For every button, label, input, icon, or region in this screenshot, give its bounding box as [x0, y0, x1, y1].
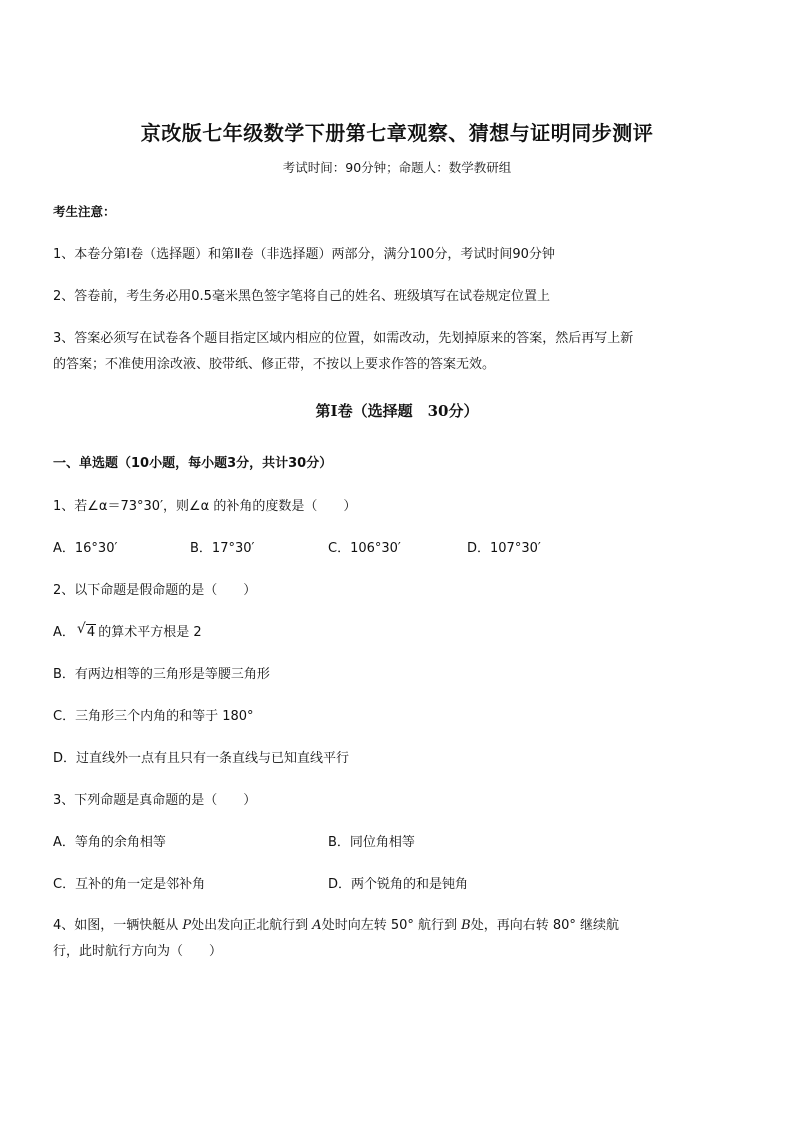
question-4-stem-line-1: [53, 914, 619, 933]
radical-sign-icon: √: [76, 621, 86, 637]
q4-text-b: 处出发向正北航行到: [191, 918, 313, 933]
question-4-stem-line-2: 行，此时航行方向为（ ）: [53, 944, 223, 959]
question-2-option-c: C．三角形三个内角的和等于 180°: [53, 709, 254, 724]
point-p: P: [182, 918, 192, 933]
notice-item-1: 1、本卷分第Ⅰ卷（选择题）和第Ⅱ卷（非选择题）两部分，满分100分，考试时间90分钟: [53, 247, 555, 262]
section-title: 第Ⅰ卷（选择题 30分）: [315, 402, 479, 420]
q4-text-a: 4、如图，一辆快艇从: [53, 918, 183, 933]
point-a: A: [312, 918, 322, 933]
q4-text-c: 处时向左转 50° 航行到: [321, 918, 462, 933]
option-a-prefix: A．: [53, 625, 75, 640]
question-3-stem: 3、下列命题是真命题的是（ ）: [53, 793, 257, 808]
option-a-suffix: 的算术平方根是 2: [98, 625, 202, 640]
notice-item-2: 2、答卷前，考生务必用0.5毫米黑色签字笔将自己的姓名、班级填写在试卷规定位置上: [53, 289, 550, 304]
question-1-option-b: B．17°30′: [190, 541, 255, 556]
question-2-option-b: B．有两边相等的三角形是等腰三角形: [53, 667, 270, 682]
question-1-option-c: C．106°30′: [328, 541, 401, 556]
q4-text-d: 处，再向右转 80° 继续航: [470, 918, 620, 933]
square-root: [76, 621, 96, 640]
notice-item-3-line-1: 3、答案必须写在试卷各个题目指定区域内相应的位置，如需改动，先划掉原来的答案，然后再写上新: [53, 331, 634, 346]
question-3-option-a: A．等角的余角相等: [53, 835, 166, 850]
notice-item-3-line-2: 的答案；不准使用涂改液、胶带纸、修正带，不按以上要求作答的答案无效。: [53, 357, 496, 372]
point-b: B: [461, 918, 471, 933]
notice-heading: 考生注意：: [53, 204, 116, 219]
question-1-stem: 1、若∠α＝73°30′，则∠α 的补角的度数是（ ）: [53, 499, 357, 514]
question-3-option-c: C．互补的角一定是邻补角: [53, 877, 206, 892]
radicand: 4: [86, 625, 96, 640]
question-3-option-d: D．两个锐角的和是钝角: [328, 877, 469, 892]
question-1-option-d: D．107°30′: [467, 541, 541, 556]
page-title: 京改版七年级数学下册第七章观察、猜想与证明同步测评: [140, 121, 654, 145]
exam-info: 考试时间：90分钟；命题人：数学教研组: [282, 160, 512, 175]
question-3-option-b: B．同位角相等: [328, 835, 415, 850]
question-1-option-a: A．16°30′: [53, 541, 118, 556]
question-2-option-d: D．过直线外一点有且只有一条直线与已知直线平行: [53, 751, 350, 766]
question-2-option-a: [53, 621, 202, 640]
part-title: 一、单选题（10小题，每小题3分，共计30分）: [53, 456, 333, 471]
question-2-stem: 2、以下命题是假命题的是（ ）: [53, 583, 257, 598]
